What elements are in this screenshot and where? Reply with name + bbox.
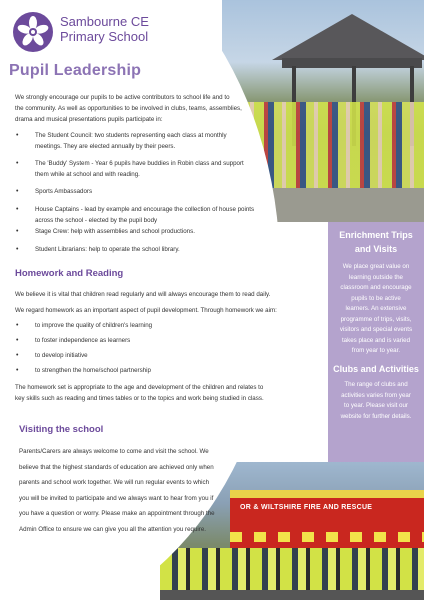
bullet-text: them while at school and with reading. (35, 171, 140, 178)
bullet-icon: • (16, 228, 19, 235)
clubs-line: to year. Please visit our (344, 402, 408, 409)
intro-line: the community. As well as opportunities to be involved in clubs, teams, assemblies, (15, 105, 242, 112)
road (160, 590, 424, 600)
enrichment-line: We place great value on (342, 263, 410, 270)
enrichment-line: from year to year. (351, 347, 401, 354)
bullet-text: across the school - elected by the pupil body (35, 217, 158, 224)
fire-engine-label: OR & WILTSHIRE FIRE AND RESCUE (240, 504, 373, 511)
aim-text: to develop initiative (35, 352, 88, 359)
enrichment-heading-line1: Enrichment Trips (339, 230, 413, 240)
enrichment-line: pupils to be active (351, 294, 401, 302)
homework-closing (15, 382, 325, 404)
aim-text: to foster independence as learners (35, 337, 131, 344)
school-name (60, 14, 149, 44)
bullet-icon: • (16, 337, 19, 344)
bullet-icon: • (16, 322, 19, 329)
bullet-icon: • (16, 160, 19, 167)
homework-heading: Homework and Reading (15, 268, 124, 279)
visiting-text (19, 444, 279, 537)
visiting-line: Admin Office to ensure we can give you all the attention you require. (19, 525, 206, 533)
enrichment-line: visitors and special events (339, 326, 413, 333)
visiting-line: you will be invited to participate and we always want to hear from you if (19, 494, 214, 502)
closing-line: The homework set is appropriate to the age and development of the children and relates to (15, 384, 264, 391)
school-logo-icon (13, 12, 53, 52)
bandstand-roof (272, 14, 424, 60)
enrichment-line: learners. An extensive (345, 305, 407, 312)
enrichment-text (333, 262, 419, 357)
clubs-heading: Clubs and Activities (333, 364, 419, 374)
enrichment-sidebar (328, 222, 424, 462)
visiting-heading: Visiting the school (19, 424, 104, 435)
school-name-line1: Sambourne CE (60, 14, 149, 29)
clubs-line: activities varies from year (341, 391, 411, 399)
bullet-icon: • (16, 206, 19, 213)
enrichment-line: programme of trips, visits, (340, 315, 412, 323)
enrichment-line: learning outside the (348, 273, 403, 281)
intro-line: We strongly encourage our pupils to be active contributors to school life and to (15, 94, 230, 101)
visiting-line: Parents/Carers are always welcome to come and visit the school. We (19, 448, 209, 455)
enrichment-line: takes place and is varied (341, 336, 411, 344)
bullet-text: The 'Buddy' System - Year 6 pupils have buddies in Robin class and support (35, 160, 244, 167)
bullet-text: meetings. They are elected annually by their peers. (35, 143, 176, 150)
bullet-icon: • (16, 132, 19, 139)
enrichment-heading-line2: and Visits (354, 244, 398, 254)
bullet-icon: • (16, 188, 19, 195)
bullet-text: Stage Crew: help with assemblies and school productions. (35, 228, 195, 235)
clubs-line: website for further details. (340, 412, 412, 420)
enrichment-line: classroom and encourage (340, 284, 412, 291)
visiting-line: parents and school work together. We will run regular events to which (19, 479, 210, 486)
clubs-line: The range of clubs and (344, 381, 408, 388)
homework-para1: We believe it is vital that children read regularly and will always encourage them to read daily. (15, 291, 271, 298)
bullet-text: House Captains - lead by example and encourage the collection of house points (35, 206, 255, 213)
visiting-line: you have a question or worry. Please make an appointment through the (19, 510, 215, 517)
bullet-icon: • (16, 246, 19, 253)
school-name-line2: Primary School (60, 29, 149, 44)
bullet-text: Sports Ambassadors (35, 188, 93, 195)
bullet-text: Student Librarians: help to operate the school library. (35, 246, 180, 253)
bullet-icon: • (16, 367, 19, 374)
aim-text: to improve the quality of children's learning (35, 322, 153, 329)
leadership-intro (15, 92, 315, 125)
closing-line: key skills such as reading and times tables or to the topics and work being studied in class. (15, 395, 264, 402)
homework-para2: We regard homework as an important aspect of pupil development. Through homework we aim: (15, 307, 277, 314)
visiting-line: believe that the highest standards of education are achieved only when (19, 463, 214, 471)
clubs-text (334, 380, 418, 422)
aim-text: to strengthen the home/school partnership (35, 367, 151, 374)
bullet-icon: • (16, 352, 19, 359)
page-title: Pupil Leadership (9, 62, 142, 79)
intro-line: drama and musical presentations pupils participate in: (15, 116, 163, 123)
bullet-text: The Student Council: two students representing each class at monthly (35, 132, 227, 139)
